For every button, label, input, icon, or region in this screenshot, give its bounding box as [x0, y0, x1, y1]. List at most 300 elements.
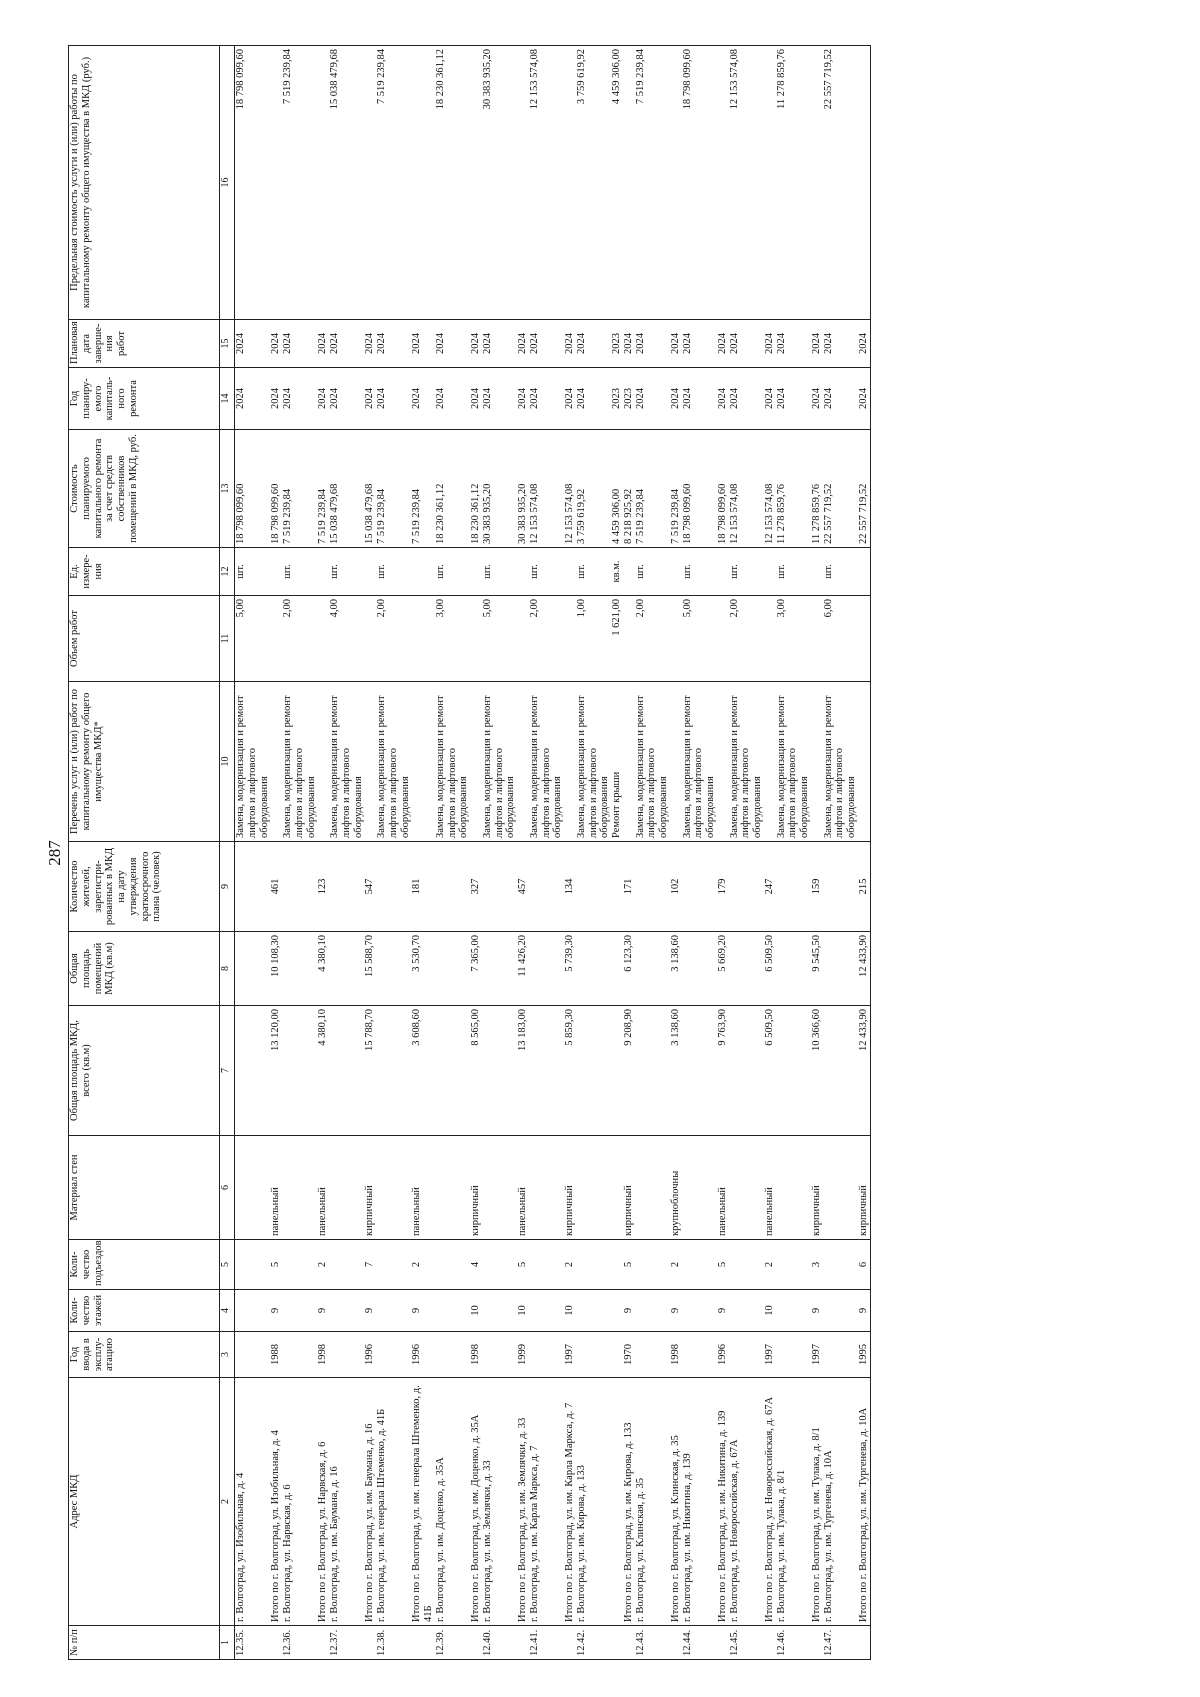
repair-cost-cell: 7 519 239,84	[635, 430, 670, 548]
completion-date-cell: 2024	[564, 320, 576, 368]
repair-cost-cell: 18 798 099,60	[717, 430, 729, 548]
premises-area-cell: 5 739,30	[564, 932, 576, 1006]
total-area-cell	[282, 1006, 317, 1136]
completion-date-cell: 2024	[517, 320, 529, 368]
address-cell: Итого по г. Волгоград, ул. им. Кирова, д. 133	[623, 1378, 635, 1626]
wall-material-cell: кирпичный	[811, 1136, 823, 1240]
repair-cost-cell: 3 759 619,92	[576, 430, 611, 548]
commission-year-cell	[482, 1332, 517, 1378]
work-type-cell	[811, 682, 823, 842]
total-area-cell	[776, 1006, 811, 1136]
residents-cell	[282, 842, 317, 932]
row-number-cell: 12.40.	[482, 1626, 517, 1660]
premises-area-cell: 4 380,10	[317, 932, 329, 1006]
floors-cell	[482, 1290, 517, 1332]
table-row	[682, 46, 717, 1660]
work-volume-cell: 2,00	[529, 596, 564, 682]
rotated-document-page	[44, 46, 1164, 1660]
entrances-cell: 5	[270, 1240, 282, 1290]
unit-cell	[470, 548, 482, 596]
unit-cell: шт.	[235, 548, 271, 596]
work-type-cell	[670, 682, 682, 842]
row-number-cell	[470, 1626, 482, 1660]
residents-cell: 215	[858, 842, 870, 932]
premises-area-cell	[329, 932, 364, 1006]
work-type-cell	[623, 682, 635, 842]
row-number-cell	[411, 1626, 435, 1660]
limit-cost-cell: 4 459 306,00	[611, 46, 623, 320]
commission-year-cell	[329, 1332, 364, 1378]
wall-material-cell	[376, 1136, 411, 1240]
work-volume-cell	[717, 596, 729, 682]
address-cell: г. Волгоград, ул. им. Землячки, д. 33	[482, 1378, 517, 1626]
work-volume-cell: 1,00	[576, 596, 611, 682]
completion-date-cell: 2024	[858, 320, 870, 368]
table-row	[776, 46, 811, 1660]
row-number-cell: 12.47.	[823, 1626, 858, 1660]
premises-area-cell	[482, 932, 517, 1006]
unit-cell: шт.	[776, 548, 811, 596]
entrances-cell	[482, 1240, 517, 1290]
column-number: 7	[220, 1006, 235, 1136]
plan-year-cell: 2024	[235, 368, 271, 430]
limit-cost-cell	[364, 46, 376, 320]
limit-cost-cell	[317, 46, 329, 320]
residents-cell	[682, 842, 717, 932]
column-header: Объем работ	[69, 596, 220, 682]
work-volume-cell	[858, 596, 870, 682]
commission-year-cell: 1996	[364, 1332, 376, 1378]
total-area-cell	[435, 1006, 470, 1136]
total-area-cell	[682, 1006, 717, 1136]
total-area-cell: 12 433,90	[858, 1006, 870, 1136]
work-volume-cell: 4,00	[329, 596, 364, 682]
commission-year-cell	[635, 1332, 670, 1378]
work-type-cell: Замена, модернизация и ремонт лифтов и лифтового оборудования	[435, 682, 470, 842]
wall-material-cell: панельный	[411, 1136, 435, 1240]
repair-cost-cell: 11 278 859,76	[811, 430, 823, 548]
total-area-cell: 10 366,60	[811, 1006, 823, 1136]
wall-material-cell: панельный	[717, 1136, 729, 1240]
total-area-cell	[529, 1006, 564, 1136]
wall-material-cell	[823, 1136, 858, 1240]
floors-cell: 9	[717, 1290, 729, 1332]
commission-year-cell	[776, 1332, 811, 1378]
column-header: Общая площадь помещений МКД (кв.м)	[69, 932, 220, 1006]
row-number-cell	[270, 1626, 282, 1660]
work-volume-cell	[764, 596, 776, 682]
residents-cell	[329, 842, 364, 932]
address-cell: г. Волгоград, ул. им. генерала Штеменко, д. 41Б	[376, 1378, 411, 1626]
plan-year-cell: 2024	[670, 368, 682, 430]
wall-material-cell	[776, 1136, 811, 1240]
premises-area-cell: 15 588,70	[364, 932, 376, 1006]
column-number: 6	[220, 1136, 235, 1240]
wall-material-cell	[235, 1136, 271, 1240]
plan-year-cell: 2024	[811, 368, 823, 430]
table-body	[235, 46, 871, 1660]
repair-cost-cell: 7 519 239,84	[670, 430, 682, 548]
plan-year-cell: 2024	[376, 368, 411, 430]
work-type-cell	[270, 682, 282, 842]
commission-year-cell: 1988	[270, 1332, 282, 1378]
entrances-cell	[282, 1240, 317, 1290]
floors-cell: 9	[670, 1290, 682, 1332]
work-volume-cell	[364, 596, 376, 682]
plan-year-cell: 2024	[435, 368, 470, 430]
unit-cell: шт.	[635, 548, 670, 596]
work-volume-cell: 5,00	[482, 596, 517, 682]
limit-cost-cell: 18 798 099,60	[682, 46, 717, 320]
address-cell: г. Волгоград, ул. Изобильная, д. 4	[235, 1378, 271, 1626]
commission-year-cell	[235, 1332, 271, 1378]
completion-date-cell: 2024	[576, 320, 611, 368]
table-row	[764, 46, 776, 1660]
floors-cell: 10	[470, 1290, 482, 1332]
row-number-cell: 12.46.	[776, 1626, 811, 1660]
repair-cost-cell: 12 153 574,08	[564, 430, 576, 548]
unit-cell	[364, 548, 376, 596]
commission-year-cell	[823, 1332, 858, 1378]
work-volume-cell: 2,00	[729, 596, 764, 682]
work-type-cell: Замена, модернизация и ремонт лифтов и лифтового оборудования	[482, 682, 517, 842]
wall-material-cell: кирпичный	[470, 1136, 482, 1240]
column-number: 4	[220, 1290, 235, 1332]
address-cell: Итого по г. Волгоград, ул. им. Никитина, д. 139	[717, 1378, 729, 1626]
address-cell: Итого по г. Волгоград, ул. Нарвская, д. 6	[317, 1378, 329, 1626]
residents-cell	[376, 842, 411, 932]
column-header: № п/п	[69, 1626, 220, 1660]
repair-cost-cell: 15 038 479,68	[364, 430, 376, 548]
address-cell: г. Волгоград, ул. им. Кирова, д. 133	[576, 1378, 611, 1626]
premises-area-cell: 12 433,90	[858, 932, 870, 1006]
entrances-cell	[635, 1240, 670, 1290]
total-area-cell: 4 380,10	[317, 1006, 329, 1136]
commission-year-cell	[576, 1332, 611, 1378]
column-header: Плановая дата заверше-ния работ	[69, 320, 220, 368]
total-area-cell: 3 608,60	[411, 1006, 435, 1136]
column-header: Предельная стоимость услуги и (или) работы по капитальному ремонту общего имущества в МКД (руб.)	[69, 46, 220, 320]
floors-cell: 10	[517, 1290, 529, 1332]
column-number: 2	[220, 1378, 235, 1626]
commission-year-cell: 1997	[764, 1332, 776, 1378]
floors-cell	[435, 1290, 470, 1332]
table-row	[611, 46, 623, 1660]
work-volume-cell: 3,00	[776, 596, 811, 682]
wall-material-cell: кирпичный	[623, 1136, 635, 1240]
floors-cell	[282, 1290, 317, 1332]
row-number-cell: 12.45.	[729, 1626, 764, 1660]
completion-date-cell: 2024	[764, 320, 776, 368]
completion-date-cell: 2024	[729, 320, 764, 368]
total-area-cell	[635, 1006, 670, 1136]
premises-area-cell	[235, 932, 271, 1006]
repair-cost-cell: 12 153 574,08	[764, 430, 776, 548]
entrances-cell: 4	[470, 1240, 482, 1290]
plan-year-cell: 2024	[564, 368, 576, 430]
address-cell: Итого по г. Волгоград, ул. Изобильная, д. 4	[270, 1378, 282, 1626]
residents-cell	[729, 842, 764, 932]
limit-cost-cell: 7 519 239,84	[635, 46, 670, 320]
entrances-cell	[576, 1240, 611, 1290]
address-cell: г. Волгоград, ул. Клинская, д. 35	[635, 1378, 670, 1626]
work-type-cell: Замена, модернизация и ремонт лифтов и лифтового оборудования	[282, 682, 317, 842]
address-cell: г. Волгоград, ул. им. Тулака, д. 8/1	[776, 1378, 811, 1626]
wall-material-cell	[329, 1136, 364, 1240]
row-number-cell: 12.41.	[529, 1626, 564, 1660]
completion-date-cell: 2024	[776, 320, 811, 368]
floors-cell: 9	[811, 1290, 823, 1332]
commission-year-cell: 1997	[564, 1332, 576, 1378]
completion-date-cell: 2024	[482, 320, 517, 368]
unit-cell	[564, 548, 576, 596]
total-area-cell: 13 183,00	[517, 1006, 529, 1136]
plan-year-cell: 2024	[529, 368, 564, 430]
entrances-cell: 3	[811, 1240, 823, 1290]
commission-year-cell: 1970	[623, 1332, 635, 1378]
column-number: 5	[220, 1240, 235, 1290]
limit-cost-cell: 15 038 479,68	[329, 46, 364, 320]
commission-year-cell: 1996	[411, 1332, 435, 1378]
commission-year-cell: 1998	[470, 1332, 482, 1378]
entrances-cell: 2	[411, 1240, 435, 1290]
work-volume-cell	[811, 596, 823, 682]
plan-year-cell: 2024	[717, 368, 729, 430]
floors-cell: 9	[317, 1290, 329, 1332]
limit-cost-cell: 18 798 099,60	[235, 46, 271, 320]
residents-cell	[576, 842, 611, 932]
work-type-cell: Замена, модернизация и ремонт лифтов и лифтового оборудования	[823, 682, 858, 842]
address-cell	[611, 1378, 623, 1626]
floors-cell: 9	[364, 1290, 376, 1332]
work-volume-cell	[517, 596, 529, 682]
repair-cost-cell: 18 798 099,60	[235, 430, 271, 548]
total-area-cell	[329, 1006, 364, 1136]
work-volume-cell	[317, 596, 329, 682]
completion-date-cell: 2024	[635, 320, 670, 368]
row-number-cell	[858, 1626, 870, 1660]
work-volume-cell: 5,00	[235, 596, 271, 682]
unit-cell: шт.	[376, 548, 411, 596]
residents-cell: 247	[764, 842, 776, 932]
residents-cell: 327	[470, 842, 482, 932]
table-row	[235, 46, 271, 1660]
repair-cost-cell: 8 218 925,92	[623, 430, 635, 548]
limit-cost-cell: 3 759 619,92	[576, 46, 611, 320]
plan-year-cell: 2024	[858, 368, 870, 430]
page-number: 287	[45, 840, 64, 866]
table-row	[564, 46, 576, 1660]
work-volume-cell	[670, 596, 682, 682]
work-volume-cell: 2,00	[282, 596, 317, 682]
limit-cost-cell	[564, 46, 576, 320]
completion-date-cell: 2024	[282, 320, 317, 368]
unit-cell	[670, 548, 682, 596]
unit-cell	[811, 548, 823, 596]
row-number-cell	[564, 1626, 576, 1660]
completion-date-cell: 2024	[529, 320, 564, 368]
work-volume-cell: 2,00	[376, 596, 411, 682]
completion-date-cell: 2024	[623, 320, 635, 368]
plan-year-cell: 2024	[364, 368, 376, 430]
premises-area-cell: 7 365,00	[470, 932, 482, 1006]
total-area-cell	[235, 1006, 271, 1136]
completion-date-cell: 2024	[470, 320, 482, 368]
limit-cost-cell	[470, 46, 482, 320]
work-type-cell	[858, 682, 870, 842]
floors-cell: 10	[764, 1290, 776, 1332]
completion-date-cell: 2024	[811, 320, 823, 368]
row-number-cell	[811, 1626, 823, 1660]
row-number-cell: 12.44.	[682, 1626, 717, 1660]
floors-cell	[329, 1290, 364, 1332]
commission-year-cell	[376, 1332, 411, 1378]
premises-area-cell	[529, 932, 564, 1006]
column-header: Ед. измере-ния	[69, 548, 220, 596]
floors-cell	[529, 1290, 564, 1332]
column-number: 9	[220, 842, 235, 932]
table-row	[329, 46, 364, 1660]
residents-cell: 102	[670, 842, 682, 932]
plan-year-cell: 2023	[611, 368, 623, 430]
entrances-cell	[435, 1240, 470, 1290]
entrances-cell	[823, 1240, 858, 1290]
table-row	[270, 46, 282, 1660]
wall-material-cell	[482, 1136, 517, 1240]
entrances-cell: 5	[717, 1240, 729, 1290]
column-number: 12	[220, 548, 235, 596]
floors-cell: 9	[623, 1290, 635, 1332]
address-cell: Итого по г. Волгоград, ул. им. Тулака, д. 8/1	[811, 1378, 823, 1626]
residents-cell: 547	[364, 842, 376, 932]
plan-year-cell: 2024	[482, 368, 517, 430]
repair-cost-cell: 7 519 239,84	[282, 430, 317, 548]
repair-cost-cell: 30 383 935,20	[517, 430, 529, 548]
commission-year-cell: 1998	[670, 1332, 682, 1378]
completion-date-cell: 2024	[376, 320, 411, 368]
unit-cell: шт.	[435, 548, 470, 596]
header-row	[69, 46, 220, 1660]
completion-date-cell: 2024	[682, 320, 717, 368]
work-type-cell	[317, 682, 329, 842]
premises-area-cell: 6 123,30	[623, 932, 635, 1006]
repair-cost-cell: 15 038 479,68	[329, 430, 364, 548]
row-number-cell	[623, 1626, 635, 1660]
table-row	[729, 46, 764, 1660]
completion-date-cell: 2024	[411, 320, 435, 368]
entrances-cell: 7	[364, 1240, 376, 1290]
work-type-cell: Замена, модернизация и ремонт лифтов и лифтового оборудования	[376, 682, 411, 842]
wall-material-cell	[729, 1136, 764, 1240]
total-area-cell	[576, 1006, 611, 1136]
repair-cost-cell: 4 459 306,00	[611, 430, 623, 548]
address-cell: г. Волгоград, ул. им. Доценко, д. 35А	[435, 1378, 470, 1626]
wall-material-cell: панельный	[270, 1136, 282, 1240]
premises-area-cell	[682, 932, 717, 1006]
repair-cost-cell: 7 519 239,84	[317, 430, 329, 548]
residents-cell	[823, 842, 858, 932]
premises-area-cell	[635, 932, 670, 1006]
wall-material-cell: кирпичный	[364, 1136, 376, 1240]
floors-cell	[823, 1290, 858, 1332]
column-number: 11	[220, 596, 235, 682]
row-number-cell: 12.39.	[435, 1626, 470, 1660]
residents-cell: 134	[564, 842, 576, 932]
limit-cost-cell: 11 278 859,76	[776, 46, 811, 320]
entrances-cell	[376, 1240, 411, 1290]
residents-cell	[635, 842, 670, 932]
commission-year-cell	[435, 1332, 470, 1378]
work-type-cell	[717, 682, 729, 842]
table-row	[811, 46, 823, 1660]
limit-cost-cell: 18 230 361,12	[435, 46, 470, 320]
table-row	[529, 46, 564, 1660]
repair-cost-cell: 22 557 719,52	[823, 430, 858, 548]
completion-date-cell: 2023	[611, 320, 623, 368]
row-number-cell	[317, 1626, 329, 1660]
residents-cell: 171	[623, 842, 635, 932]
table-row	[282, 46, 317, 1660]
repair-cost-cell: 18 798 099,60	[682, 430, 717, 548]
repair-cost-cell: 12 153 574,08	[529, 430, 564, 548]
wall-material-cell: кирпичный	[564, 1136, 576, 1240]
column-number: 16	[220, 46, 235, 320]
address-cell: Итого по г. Волгоград, ул. им. Баумана, д. 16	[364, 1378, 376, 1626]
work-volume-cell	[564, 596, 576, 682]
unit-cell: шт.	[682, 548, 717, 596]
floors-cell	[376, 1290, 411, 1332]
completion-date-cell: 2024	[270, 320, 282, 368]
limit-cost-cell	[670, 46, 682, 320]
address-cell: г. Волгоград, ул. им. Баумана, д. 16	[329, 1378, 364, 1626]
work-type-cell: Ремонт крыши	[611, 682, 623, 842]
unit-cell	[858, 548, 870, 596]
total-area-cell: 15 788,70	[364, 1006, 376, 1136]
table-row	[858, 46, 870, 1660]
table-row	[364, 46, 376, 1660]
limit-cost-cell	[270, 46, 282, 320]
table-row	[317, 46, 329, 1660]
table-row	[635, 46, 670, 1660]
work-type-cell	[764, 682, 776, 842]
unit-cell	[411, 548, 435, 596]
floors-cell	[682, 1290, 717, 1332]
entrances-cell	[776, 1240, 811, 1290]
residents-cell	[529, 842, 564, 932]
entrances-cell: 2	[317, 1240, 329, 1290]
commission-year-cell: 1998	[317, 1332, 329, 1378]
residents-cell	[611, 842, 623, 932]
row-number-cell: 12.37.	[329, 1626, 364, 1660]
plan-year-cell: 2024	[576, 368, 611, 430]
floors-cell	[729, 1290, 764, 1332]
commission-year-cell	[611, 1332, 623, 1378]
plan-year-cell: 2024	[635, 368, 670, 430]
residents-cell: 179	[717, 842, 729, 932]
limit-cost-cell: 22 557 719,52	[823, 46, 858, 320]
total-area-cell	[376, 1006, 411, 1136]
table-row	[470, 46, 482, 1660]
wall-material-cell	[635, 1136, 670, 1240]
repair-cost-cell: 7 519 239,84	[411, 430, 435, 548]
address-cell: Итого по г. Волгоград, ул. им. Карла Маркса, д. 7	[564, 1378, 576, 1626]
residents-cell: 181	[411, 842, 435, 932]
floors-cell: 10	[564, 1290, 576, 1332]
unit-cell: шт.	[329, 548, 364, 596]
repair-cost-cell: 22 557 719,52	[858, 430, 870, 548]
completion-date-cell: 2024	[364, 320, 376, 368]
repair-cost-cell: 7 519 239,84	[376, 430, 411, 548]
